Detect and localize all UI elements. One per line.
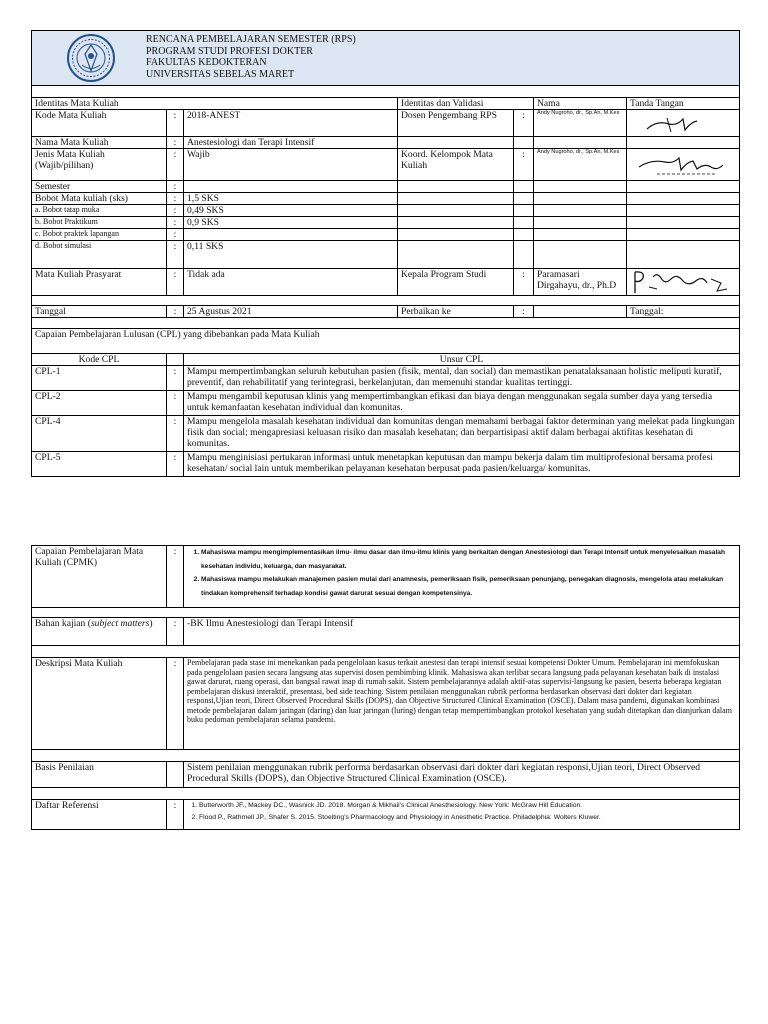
cpl-text: Mampu mempertimbangkan seluruh kebutuhan pasien (fisik, mental, dan social) dan memastikan penatalaksanaan holistic meliputi kuratif, preventif, dan rehabilitatif yang terintegrasi, berkelanjutan, dan memenuhi standar kualitas tertinggi. [184, 366, 740, 391]
perbaikan-label: Perbaikan ke [398, 306, 514, 318]
basis-label: Basis Penilaian [32, 762, 167, 788]
tanda-tangan-heading: Tanda Tangan [627, 98, 740, 110]
cpl-unsur-heading: Unsur CPL [184, 354, 740, 366]
bobot-c-label: c. Bobot praktek lapangan [32, 229, 167, 241]
colon: : [167, 366, 184, 391]
dosen-signature [627, 110, 740, 137]
bobot-b-value: 0,9 SKS [184, 217, 398, 229]
cpmk-list [187, 546, 736, 600]
referensi-label: Daftar Referensi [32, 800, 167, 830]
cpmk-list-cell [184, 546, 740, 608]
colon: : [167, 306, 184, 318]
colon: : [167, 546, 184, 608]
cpl-code: CPL-2 [32, 391, 167, 416]
dosen-label: Dosen Pengembang RPS [398, 110, 514, 137]
validasi-heading: Identitas dan Validasi [398, 98, 534, 110]
kode-value: 2018-ANEST [184, 110, 398, 137]
colon: : [514, 269, 534, 296]
bobot-label: Bobot Mata kuliah (sks) [32, 193, 167, 205]
tanggal-value: 25 Agustus 2021 [184, 306, 398, 318]
colon: : [167, 416, 184, 452]
header-line-3: FAKULTAS KEDOKTERAN [146, 57, 267, 68]
bobot-a-label: a. Bobot tatap muka [32, 205, 167, 217]
header-line-1: RENCANA PEMBELAJARAN SEMESTER (RPS) [146, 34, 356, 45]
koord-name: Andy Nugroho, dr., Sp.An, M.Kes [534, 149, 627, 181]
jenis-label: Jenis Mata Kuliah (Wajib/pilihan) [32, 149, 167, 181]
cpl-kode-heading: Kode CPL [32, 354, 167, 366]
tanggal-label: Tanggal [32, 306, 167, 318]
referensi-item: 1. Butterworth JF., Mackey DC., Wasnick JD. 2018. Morgan & Mikhail's Clinical Anesthesiology. New York: McGraw Hill Education. [199, 800, 736, 812]
colon: : [514, 306, 534, 318]
bobot-d-label: d. Bobot simulasi [32, 241, 167, 269]
cpl-text: Mampu mengambil keputusan klinis yang mempertimbangkan efikasi dan biaya dengan menggunakan segala sumber daya yang tersedia untuk kemanfaatan kesehatan individual dan komunitas. [184, 391, 740, 416]
koord-signature [627, 149, 740, 181]
kaprodi-name: Paramasari Dirgahayu, dr., Ph.D [534, 269, 627, 296]
signature-image [627, 110, 740, 136]
signature-image [627, 149, 740, 180]
colon: : [167, 452, 184, 477]
identitas-heading: Identitas Mata Kuliah [32, 98, 398, 110]
bobot-a-value: 0,49 SKS [184, 205, 398, 217]
colon: : [514, 149, 534, 181]
cpl-code: CPL-1 [32, 366, 167, 391]
colon: : [167, 391, 184, 416]
cpmk-label: Capaian Pembelajaran Mata Kuliah (CPMK) [32, 546, 167, 608]
nama-mk-value: Anestesiologi dan Terapi Intensif [184, 137, 398, 149]
bahan-label: Bahan kajian (subject matters) [32, 618, 167, 646]
deskripsi-value: Pembelajaran pada stase ini menekankan pada pengelolaan kasus terkait anestesi dan terapi intensif sesuai kompetensi Dokter Umum. Pembelajaran ini memfokuskan pada pengelolaan pasien secara langsung atas supervisi dosen pembimbing klinik. Mahasiswa akan terlibat secara langsung pada pelayanan kesehatan baik di instalasi gawat darurat, ruang operasi, dan bangsal rawat inap di rumah sakit. Sistem pembelajarannya adalah aktif-atas supervisi-langsung ke pasien, beserta beberapa kegiatan pembelajaran diskusi interaktif, presentasi, bed side teaching. Sistem penilaian menggunakan rubrik performa berdasarkan observasi dari dokter dari kegiatan responsi,Ujian teori, Direct Observed Procedural Skills (DOPS), dan Objective Structured Clinical Examination (OSCE). Dalam masa pandemi, digunakan kombinasi metode pembelajaran dalam jaringan (daring) dan luar jaringan (luring) dengan tetap mempertimbangkan protokol kesehatan yang sudah ditetapkan dan dianjurkan dalam buku pedoman pembelajaran selama pandemi. [184, 658, 740, 750]
referensi-list [187, 800, 736, 823]
prasyarat-value: Tidak ada [184, 269, 398, 296]
cpmk-item: 1. Mahasiswa mampu mengimplementasikan ilmu- ilmu dasar dan ilmu-ilmu klinis yang berkaitan dengan Anestesiologi dan Terapi Intensif untuk menyelesaikan masalah kesehatan individu, keluarga, dan masyarakat. [201, 546, 736, 573]
rps-header [32, 31, 740, 86]
header-line-4: UNIVERSITAS SEBELAS MARET [146, 68, 295, 80]
colon: : [167, 149, 184, 181]
university-logo-icon [60, 32, 122, 84]
bobot-d-value: 0,11 SKS [184, 241, 398, 269]
cpmk-item: 2. Mahasiswa mampu melakukan manajemen pasien mulai dari anamnesis, pemeriksaan fisik, pemeriksaan penunjang, penegakan diagnosis, mengelola atau melakukan tindakan komprehensif terhadap kondisi gawat darurat sesuai dengan kompetensinya. [201, 573, 736, 600]
colon: : [167, 181, 184, 193]
nama-heading: Nama [534, 98, 627, 110]
kaprodi-signature [627, 269, 740, 296]
referensi-item: 2. Flood P., Rathmell JP., Shafer S. 2015. Stoelting's Pharmacology and Physiology in Anesthetic Practice. Philadelphia: Wolters Kluwer. [199, 812, 736, 824]
signature-image [627, 269, 740, 295]
basis-value: Sistem penilaian menggunakan rubrik performa berdasarkan observasi dari dokter dari kegiatan responsi,Ujian teori, Direct Observed Procedural Skills (DOPS), dan Objective Structured Clinical Examination (OSCE). [184, 762, 740, 788]
bobot-b-label: b. Bobot Praktikum [32, 217, 167, 229]
prasyarat-label: Mata Kuliah Prasyarat [32, 269, 167, 296]
dosen-name: Andy Nugroho, dr., Sp.An, M.Kes [534, 110, 627, 137]
cpl-code: CPL-5 [32, 452, 167, 477]
colon: : [514, 110, 534, 137]
colon: : [167, 618, 184, 646]
nama-mk-label: Nama Mata Kuliah [32, 137, 167, 149]
kaprodi-label: Kepala Program Studi [398, 269, 514, 296]
colon: : [167, 137, 184, 149]
cpl-text: Mampu mengelola masalah kesehatan individual dan komunitas dengan memahami berbagai faktor determinan yang melekat pada lingkungan fisik dan social; mengapresiasi keluasan risiko dan masalah kesehatan; dan berpartisipasi aktif dalam berbagai aktifitas kesehatan di komunitas. [184, 416, 740, 452]
koord-label: Koord. Kelompok Mata Kuliah [398, 149, 514, 181]
rps-detail-table [31, 545, 740, 830]
cpl-text: Mampu menginisiasi pertukaran informasi untuk menetapkan keputusan dan mampu bekerja dalam tim multiprofesional bersama profesi kesehatan/ social lain untuk memberikan pelayanan kesehatan berpusat pada pasien/keluarga/ komunitas. [184, 452, 740, 477]
colon: : [167, 110, 184, 137]
deskripsi-label: Deskripsi Mata Kuliah [32, 658, 167, 750]
bobot-value: 1,5 SKS [184, 193, 398, 205]
rps-identity-table [31, 30, 740, 477]
colon: : [167, 269, 184, 296]
bahan-value: -BK Ilmu Anestesiologi dan Terapi Intensif [184, 618, 740, 646]
semester-label: Semester [32, 181, 167, 193]
colon: : [167, 193, 184, 205]
jenis-value: Wajib [184, 149, 398, 181]
header-line-2: PROGRAM STUDI PROFESI DOKTER [146, 45, 313, 57]
cpl-title: Capaian Pembelajaran Lulusan (CPL) yang dibebankan pada Mata Kuliah [32, 329, 740, 354]
colon: : [167, 205, 184, 217]
colon: : [167, 658, 184, 750]
colon: : [167, 800, 184, 830]
colon: : [167, 217, 184, 229]
referensi-list-cell [184, 800, 740, 830]
tanggal-2-label: Tanggal: [627, 306, 740, 318]
cpl-code: CPL-4 [32, 416, 167, 452]
colon: : [167, 229, 184, 241]
kode-label: Kode Mata Kuliah [32, 110, 167, 137]
colon: : [167, 241, 184, 269]
